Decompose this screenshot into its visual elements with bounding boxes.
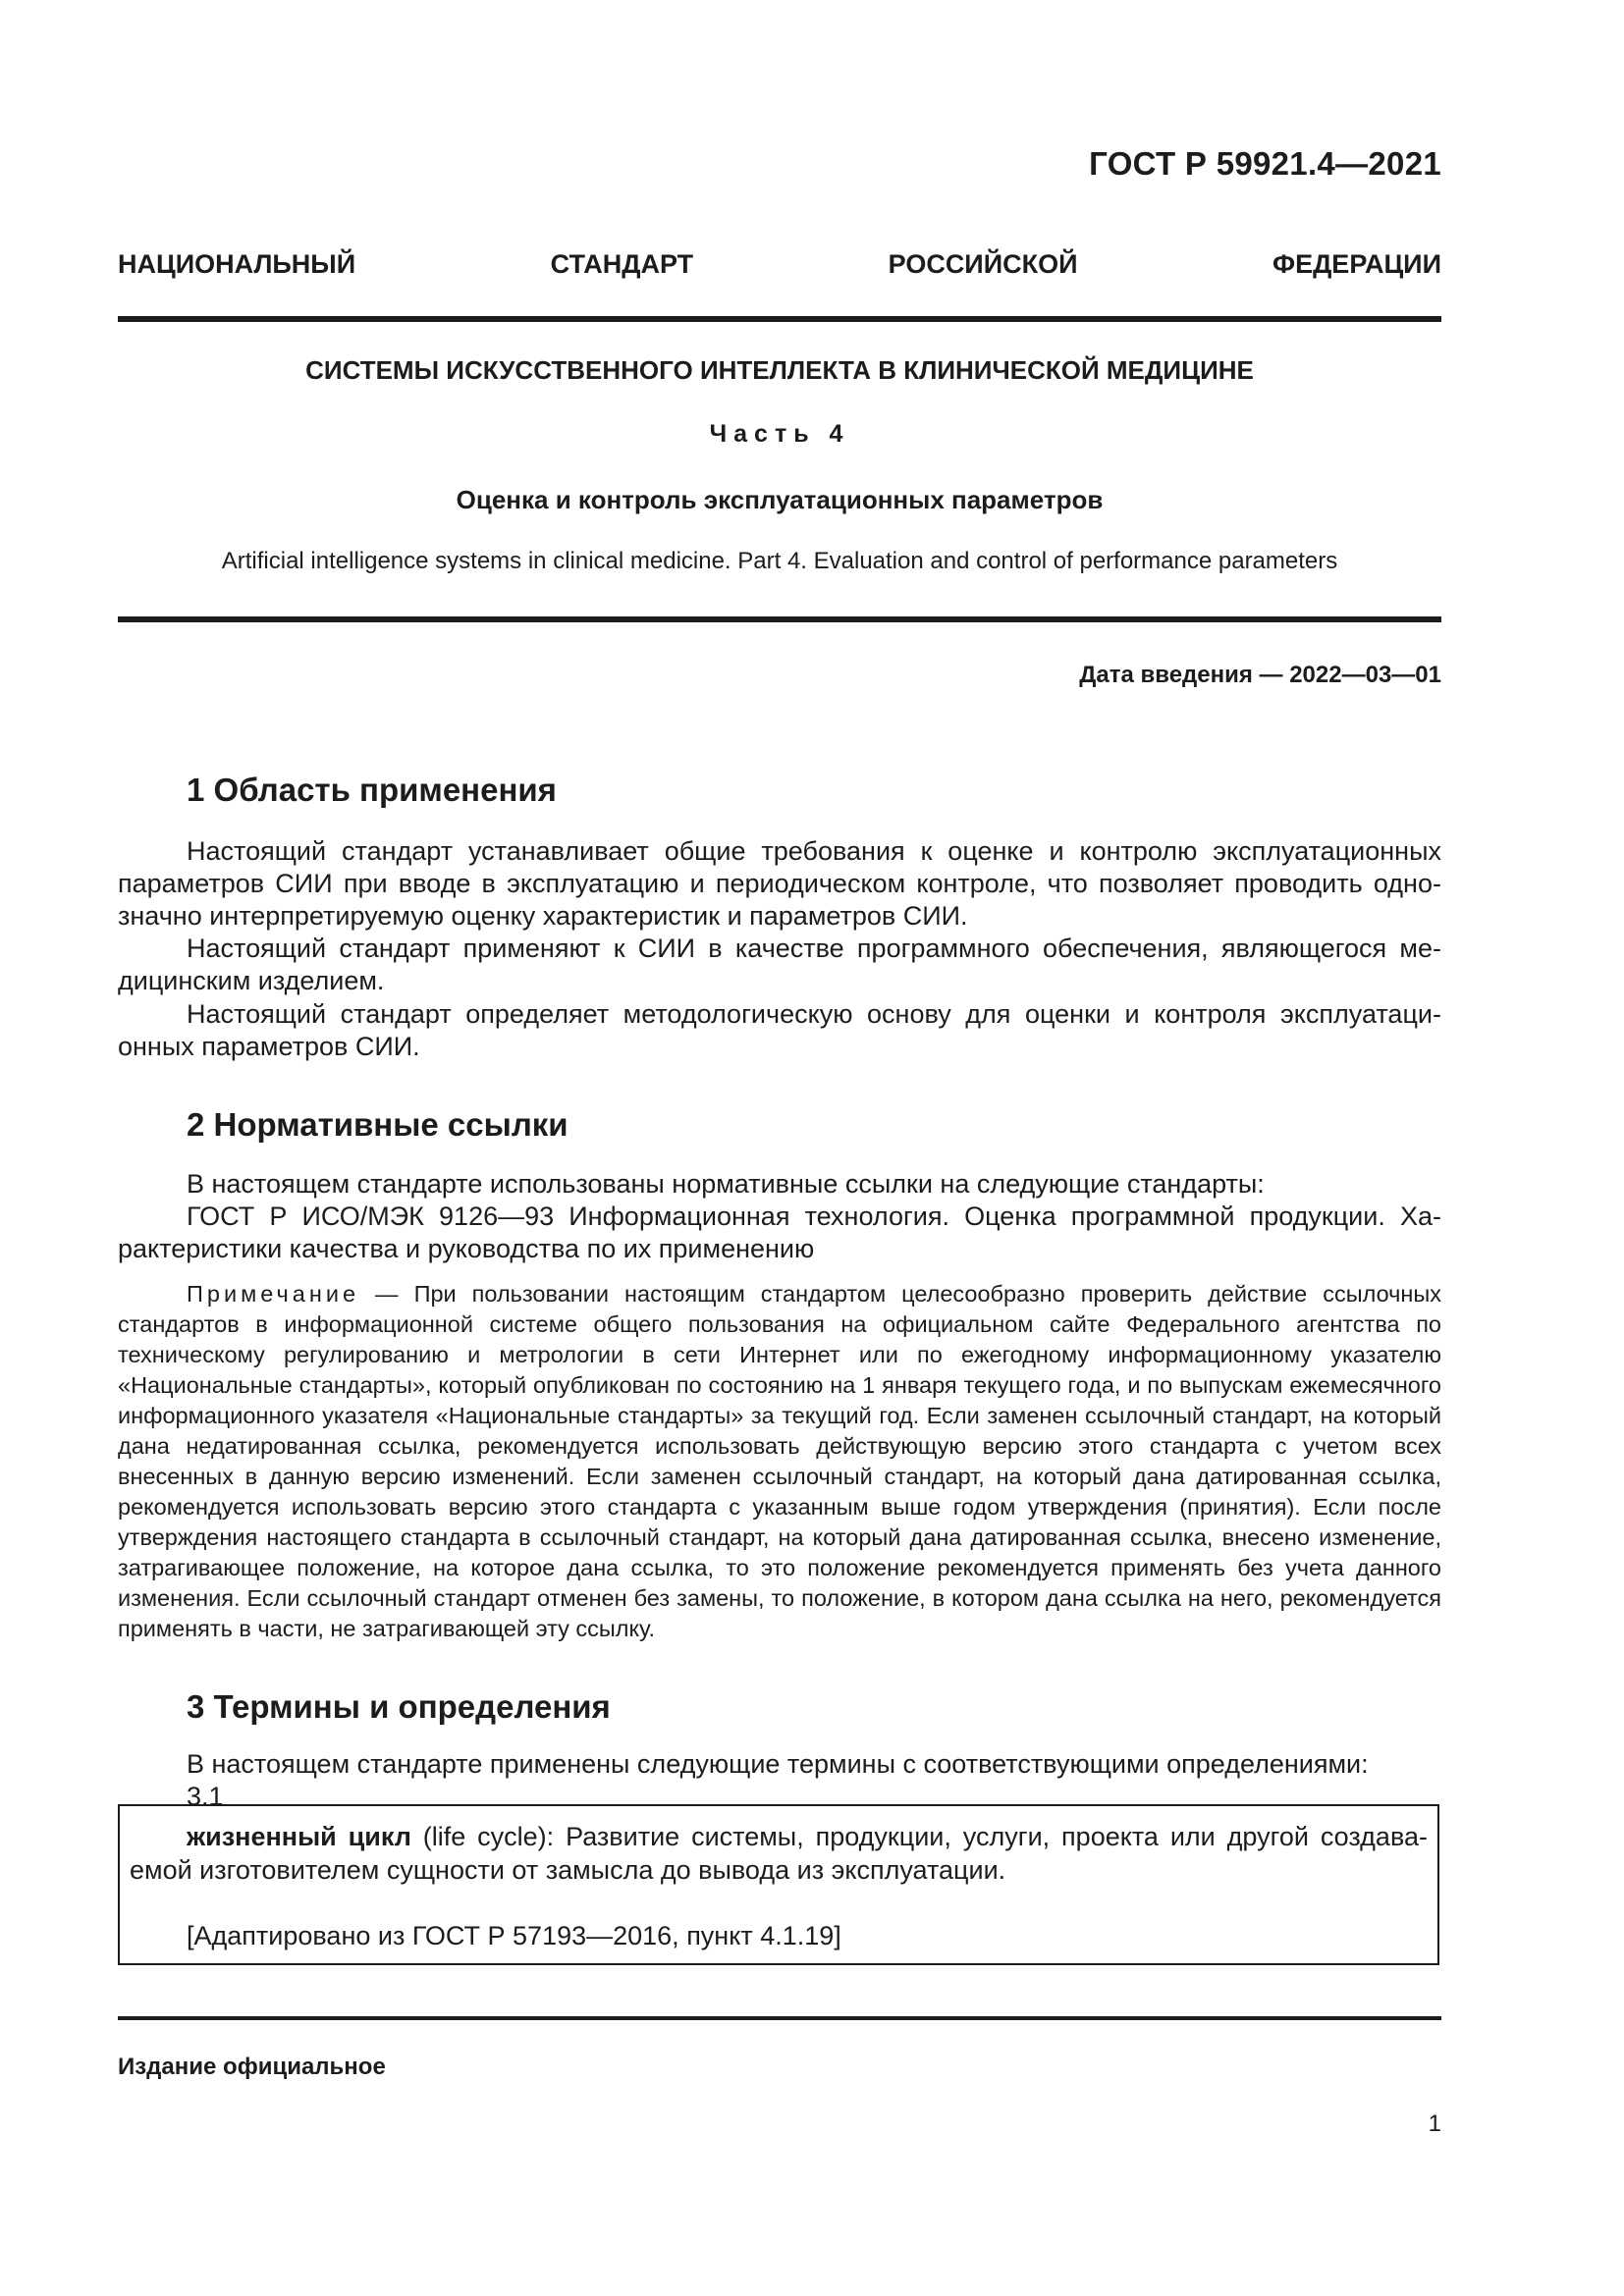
document-subtitle: Оценка и контроль эксплуатационных параметров bbox=[456, 485, 1104, 514]
footer-rule bbox=[118, 2016, 1441, 2020]
national-standard-banner: НАЦИОНАЛЬНЫЙ СТАНДАРТ РОССИЙСКОЙ ФЕДЕРАЦИИ bbox=[118, 249, 1441, 279]
section-2-heading: 2 Нормативные ссылки bbox=[187, 1106, 568, 1143]
section-2-paragraph-1: В настоящем стандарте использованы нормативные ссылки на следующие стандарты: bbox=[187, 1169, 1265, 1199]
english-title: Artificial intelligence systems in clinical medicine. Part 4. Evaluation and control of performance parameters bbox=[221, 548, 1338, 574]
note-paragraph: Примечание — При пользовании настоящим стандартом целесообразно проверить действие ссылочных стандартов в информационной системе общего пользования на официальном сайте Федерального агентства по техническому регулированию и метрологии в сети Интернет или по ежегодному информационному указателю «Национальные стандарты», который опубликован по состоянию на 1 января текущего года, и по выпускам ежемесячного информационного указателя «Национальные стандарты» за текущий год. Если заменен ссылочный стандарт, на который дана недатированная ссылка, рекомендуется использовать действующую версию этого стандарта с учетом всех внесенных в данную версию изменений. Если заменен ссылочный стандарт, на который дана датированная ссылка, рекомендуется использовать версию этого стандарта с указанным выше годом утверждения (принятия). Если после утверждения настоящего стандарта в ссылочный стандарт, на который дана датированная ссылка, внесено изменение, затрагивающее положение, на которое дана ссылка, то это положение рекомендуется применять без учета данного изменения. Если ссылочный стандарт отменен без замены, то положение, в котором дана ссылка на него, рекомендуется применять в части, не затрагивающей эту ссылку. bbox=[118, 1281, 1441, 1641]
section-3-paragraph-1: В настоящем стандарте применены следующие термины с соответствующими определениями: bbox=[187, 1749, 1369, 1779]
term-number: 3.1 bbox=[187, 1782, 224, 1811]
document-title: СИСТЕМЫ ИСКУССТВЕННОГО ИНТЕЛЛЕКТА В КЛИНИЧЕСКОЙ МЕДИЦИНЕ bbox=[305, 355, 1254, 385]
term-source: [Адаптировано из ГОСТ Р 57193—2016, пункт 4.1.19] bbox=[187, 1921, 841, 1950]
section-1-paragraph-1: Настоящий стандарт устанавливает общие требования к оценке и контролю эксплуатационных параметров СИИ при вводе в эксплуатацию и периодическом контроле, что позволяет проводить однозначно интерпретируемую оценку характеристик и параметров СИИ. bbox=[118, 836, 1441, 931]
note-label: Примечание bbox=[187, 1281, 360, 1307]
term-definition: жизненный цикл (life cycle): Развитие системы, продукции, услуги, проекта или другой создаваемой изготовителем сущности от замысла до вывода из эксплуатации. bbox=[130, 1822, 1429, 1885]
document-id: ГОСТ Р 59921.4—2021 bbox=[1089, 145, 1441, 182]
introduction-date: Дата введения — 2022—03—01 bbox=[1079, 662, 1441, 688]
section-1-paragraph-2: Настоящий стандарт применяют к СИИ в качестве программного обеспечения, являющегося медицинским изделием. bbox=[118, 934, 1441, 995]
part-label: Часть 4 bbox=[709, 420, 850, 448]
section-1-heading: 1 Область применения bbox=[187, 772, 557, 808]
section-1-paragraph-3: Настоящий стандарт определяет методологическую основу для оценки и контроля эксплуатационных параметров СИИ. bbox=[118, 999, 1441, 1061]
official-edition-label: Издание официальное bbox=[118, 2054, 386, 2080]
title-rule bbox=[118, 616, 1441, 622]
page-number: 1 bbox=[1428, 2110, 1441, 2137]
section-3-heading: 3 Термины и определения bbox=[187, 1688, 611, 1725]
top-rule bbox=[118, 316, 1441, 322]
term-word: жизненный цикл bbox=[187, 1822, 411, 1851]
normative-reference: ГОСТ Р ИСО/МЭК 9126—93 Информационная технология. Оценка программной продукции. Характеристики качества и руководства по их применению bbox=[118, 1201, 1441, 1263]
